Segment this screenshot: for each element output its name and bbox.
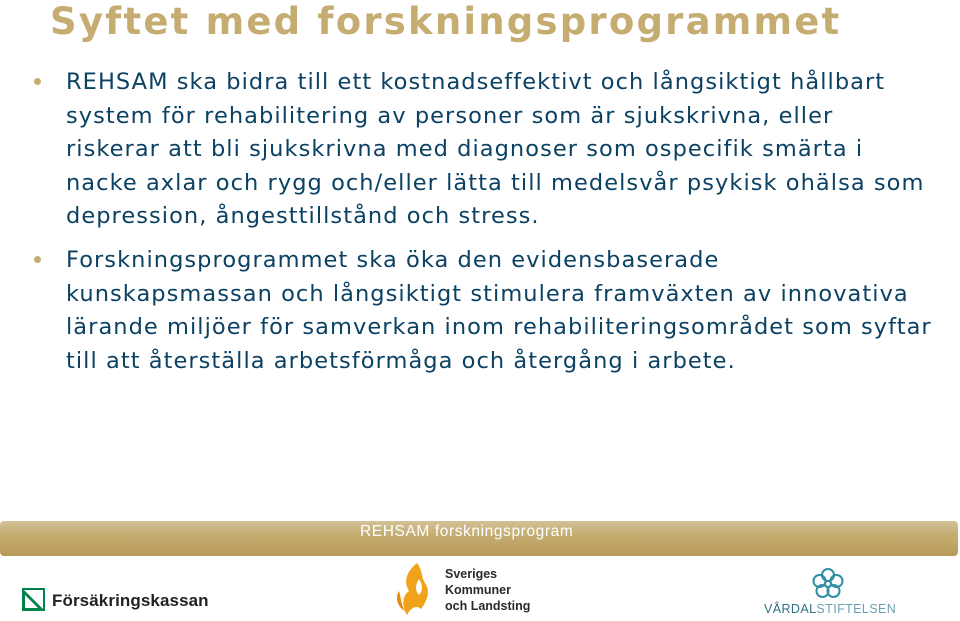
- skl-line-2: Kommuner: [445, 583, 511, 597]
- footer-label: REHSAM forskningsprogram: [360, 523, 574, 540]
- bullet-item: [34, 244, 934, 378]
- forsakringskassan-logo-icon: [22, 588, 45, 611]
- bullet-dot-icon: [34, 78, 41, 85]
- skl-text: [445, 566, 530, 614]
- skl-flame-logo-icon: [393, 561, 441, 619]
- forsakringskassan-name: Försäkringskassan: [52, 591, 209, 610]
- vardalstiftelsen-name: [764, 602, 896, 616]
- vardalstiftelsen-name-b: STIFTELSEN: [816, 602, 897, 616]
- bullet-text: REHSAM ska bidra till ett kostnadseffektivt och långsiktigt hållbart system för rehabilitering av personer som är sjukskrivna, eller riskerar att bli sjukskrivna med diagnoser som ospecifik smärta i nacke axlar och rygg och/eller lätta till medelsvår psykisk ohälsa som depression, ångesttillstånd och stress.: [66, 69, 925, 230]
- skl-line-3: och Landsting: [445, 599, 531, 613]
- bullet-text: Forskningsprogrammet ska öka den evidensbaserade kunskapsmassan och långsiktigt stimulera framväxten av innovativa lärande miljöer för samverkan inom rehabiliteringsområdet som syftar till att återställa arbetsförmåga och återgång i arbete.: [66, 246, 932, 374]
- flower-logo-icon: [810, 566, 846, 602]
- bullet-item: [34, 66, 934, 234]
- skl-line-1: Sveriges: [445, 567, 498, 581]
- bullet-dot-icon: [34, 256, 41, 263]
- vardalstiftelsen-name-a: VÅRDAL: [764, 602, 817, 616]
- bullet-list: [34, 66, 934, 388]
- slide-title: Syftet med forskningsprogrammet: [50, 0, 842, 43]
